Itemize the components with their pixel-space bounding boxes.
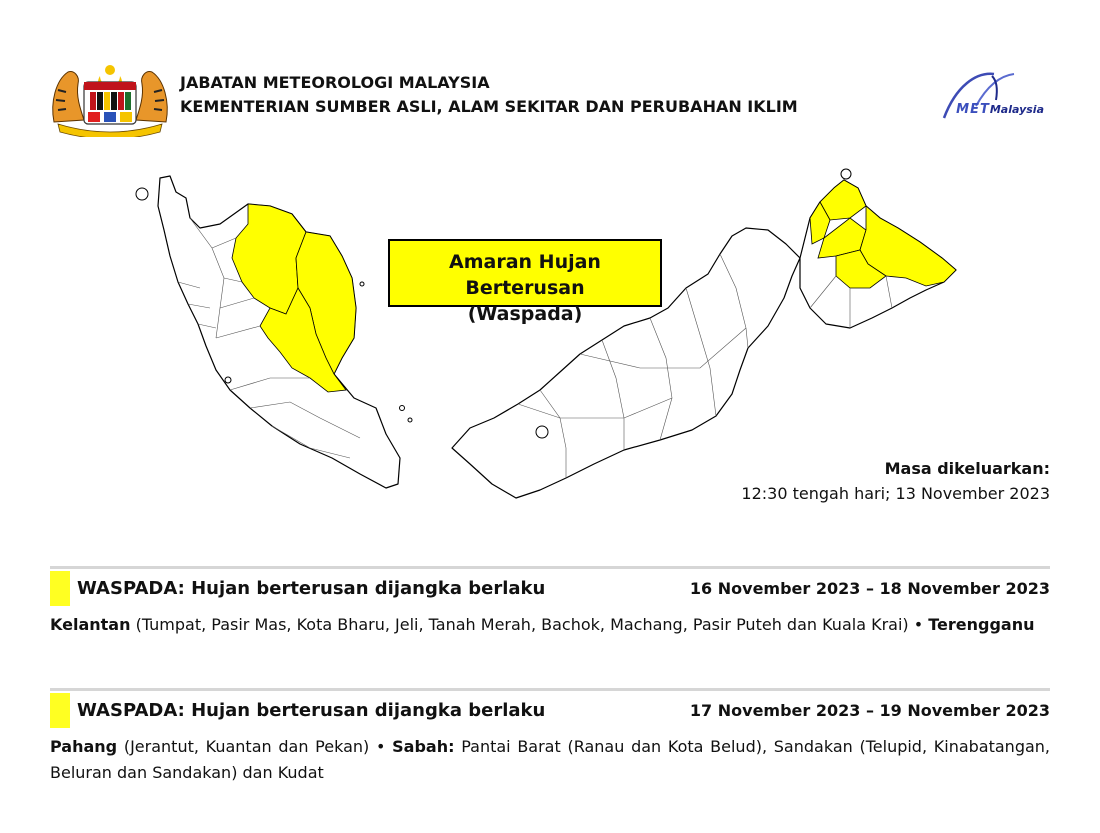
- state-name: Terengganu: [928, 615, 1035, 634]
- section-divider: [50, 688, 1050, 691]
- header: [50, 62, 1050, 137]
- brunei-bay-island: [536, 426, 548, 438]
- section-divider: [50, 566, 1050, 569]
- issued-value: 12:30 tengah hari; 13 November 2023: [741, 484, 1050, 503]
- warning-level-bar: [50, 693, 70, 728]
- agency-name: [180, 71, 798, 119]
- ministry-name: KEMENTERIAN SUMBER ASLI, ALAM SEKITAR DAN PERUBAHAN IKLIM: [180, 97, 798, 116]
- warning-heading: WASPADA: Hujan berterusan dijangka berlaku: [77, 578, 546, 599]
- state-name: Pahang: [50, 737, 118, 756]
- district-list: (Jerantut, Kuantan dan Pekan) •: [117, 737, 393, 756]
- langkawi-island: [136, 188, 148, 200]
- warning-areas: [50, 612, 1050, 638]
- warning-heading: WASPADA: Hujan berterusan dijangka berlaku: [77, 700, 546, 721]
- warning-level-bar: [50, 571, 70, 606]
- district-list: (Tumpat, Pasir Mas, Kota Bharu, Jeli, Tanah Merah, Bachok, Machang, Pasir Puteh dan Kuala Krai) •: [130, 615, 929, 634]
- department-name: JABATAN METEOROLOGI MALAYSIA: [180, 73, 490, 92]
- state-name: Sabah:: [392, 737, 455, 756]
- district-list: Pantai Barat (Ranau dan Kota Belud), Sandakan (Telupid, Kinabatangan, Beluran dan Sandakan) dan Kudat: [50, 737, 1051, 782]
- warning-areas: [50, 734, 1050, 786]
- issued-time: [741, 456, 1050, 506]
- banggi-island: [841, 169, 851, 179]
- coat-of-arms-logo: [50, 62, 170, 137]
- map-title-line2: (Waspada): [467, 303, 583, 325]
- issued-label: Masa dikeluarkan:: [884, 459, 1050, 478]
- warning-section-2: [50, 688, 1050, 788]
- warning-dates: 16 November 2023 – 18 November 2023: [689, 579, 1050, 598]
- state-name: Kelantan: [50, 615, 131, 634]
- metmalaysia-wordmark: METMalaysia: [956, 102, 1044, 117]
- warning-section-1: [50, 566, 1050, 666]
- map-title-box: [388, 239, 662, 325]
- map-title-line1: Amaran Hujan Berterusan: [449, 251, 601, 299]
- warning-dates: 17 November 2023 – 19 November 2023: [689, 701, 1050, 720]
